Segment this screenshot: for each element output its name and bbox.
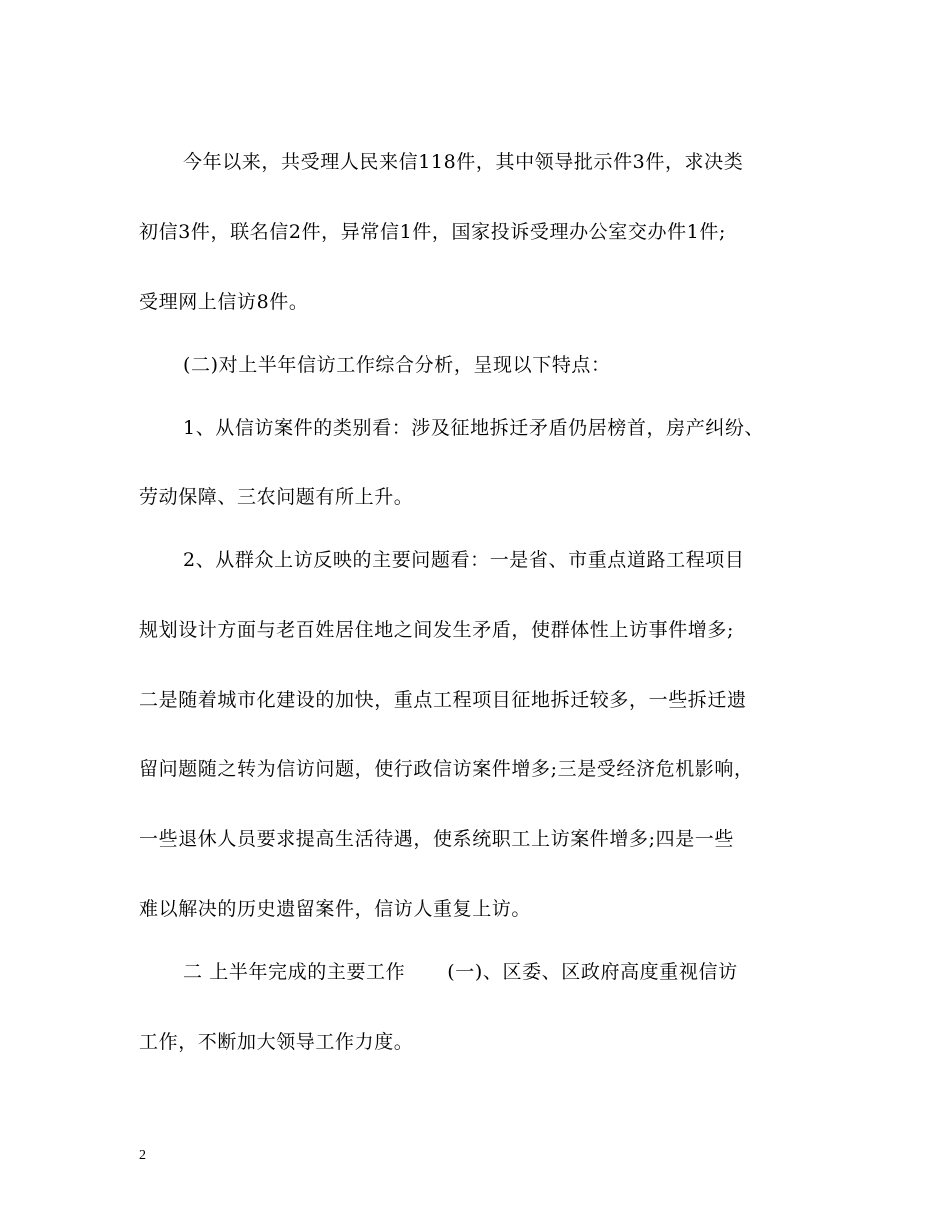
paragraph-line: 初信3件，联名信2件，异常信1件，国家投诉受理办公室交办件1件; [139, 221, 726, 243]
paragraph-line: 规划设计方面与老百姓居住地之间发生矛盾，使群体性上访事件增多; [139, 619, 735, 641]
paragraph-line: 1、从信访案件的类别看：涉及征地拆迁矛盾仍居榜首，房产纠纷、 [183, 417, 765, 439]
paragraph-line: 工作，不断加大领导工作力度。 [139, 1031, 414, 1053]
paragraph-line: 难以解决的历史遗留案件，信访人重复上访。 [139, 898, 532, 920]
paragraph-line: 受理网上信访8件。 [139, 291, 309, 313]
section-heading-line: (二)对上半年信访工作综合分析，呈现以下特点： [183, 354, 611, 376]
paragraph-line: 一些退休人员要求提高生活待遇，使系统职工上访案件增多;四是一些 [139, 828, 735, 850]
paragraph-line: 2、从群众上访反映的主要问题看：一是省、市重点道路工程项目 [183, 549, 745, 571]
paragraph-line: 劳动保障、三农问题有所上升。 [139, 486, 414, 508]
paragraph-line: 今年以来，共受理人民来信118件，其中领导批示件3件，求决类 [183, 151, 744, 173]
paragraph-line: 留问题随之转为信访问题，使行政信访案件增多;三是受经济危机影响， [139, 758, 754, 780]
paragraph-line: 二是随着城市化建设的加快，重点工程项目征地拆迁较多，一些拆迁遗 [139, 689, 747, 711]
section-subtitle: (一)、区委、区政府高度重视信访 [447, 961, 738, 983]
section-heading [183, 960, 738, 984]
section-title: 二 上半年完成的主要工作 [183, 961, 406, 983]
page-number: 2 [139, 1148, 146, 1163]
